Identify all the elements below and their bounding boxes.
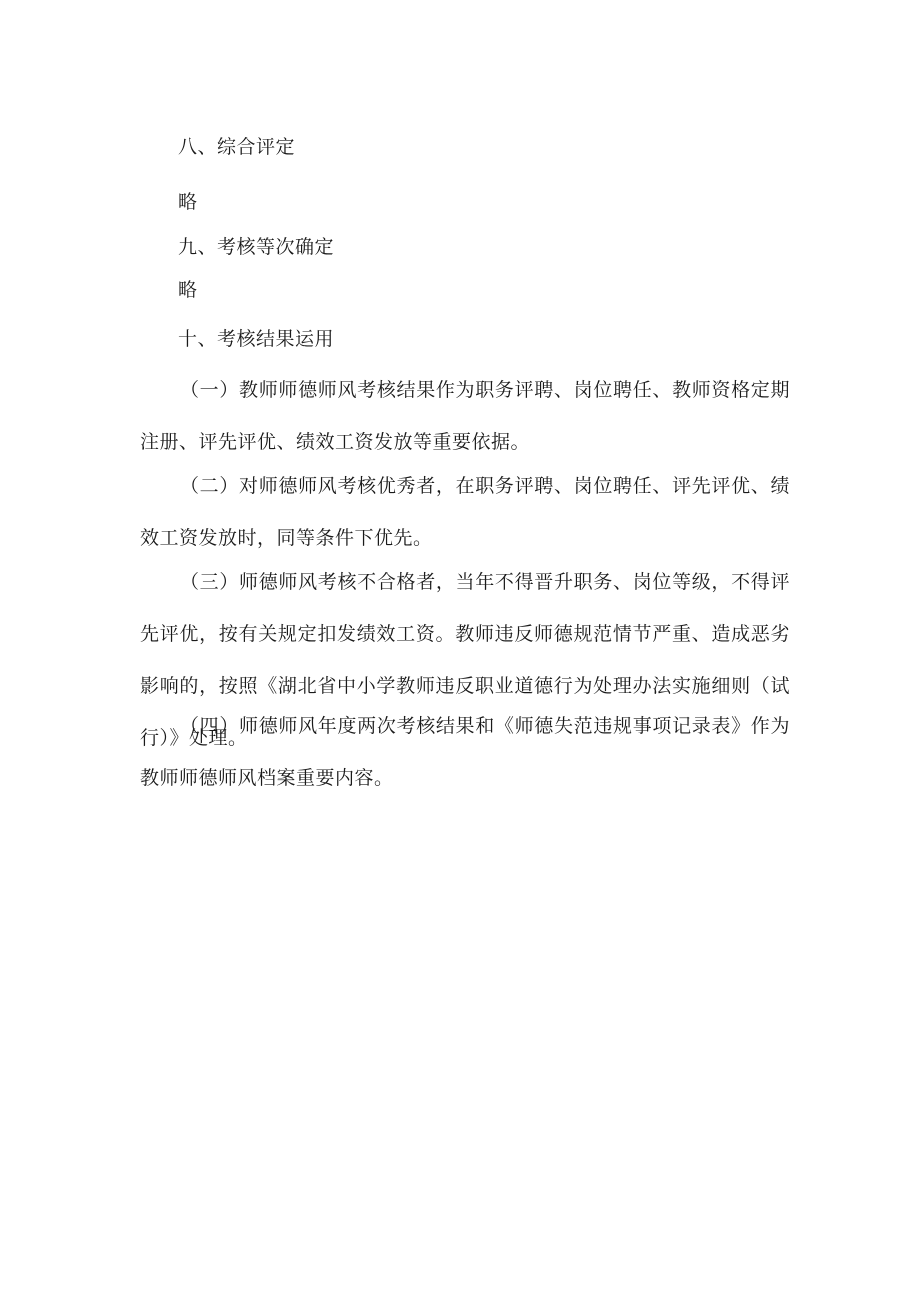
section-body-9: 略 [178, 279, 198, 301]
paragraph-4: （四）师德师风年度两次考核结果和《师德失范违规事项记录表》作为教师师德师风档案重要内容。 [140, 715, 790, 789]
paragraph-1: （一）教师师德师风考核结果作为职务评聘、岗位聘任、教师资格定期注册、评先评优、绩效工资发放等重要依据。 [140, 379, 790, 453]
section-heading-9: 九、考核等次确定 [178, 236, 335, 258]
section-heading-8: 八、综合评定 [178, 136, 296, 158]
section-body-8: 略 [178, 191, 198, 213]
paragraph-3: （三）师德师风考核不合格者，当年不得晋升职务、岗位等级，不得评先评优，按有关规定扣发绩效工资。教师违反师德规范情节严重、造成恶劣影响的，按照《湖北省中小学教师违反职业道德行为处理办法实施细则（试行）》处理。 [140, 571, 790, 749]
section-heading-10: 十、考核结果运用 [178, 328, 335, 350]
paragraph-2: （二）对师德师风考核优秀者，在职务评聘、岗位聘任、评先评优、绩效工资发放时，同等条件下优先。 [140, 475, 790, 549]
